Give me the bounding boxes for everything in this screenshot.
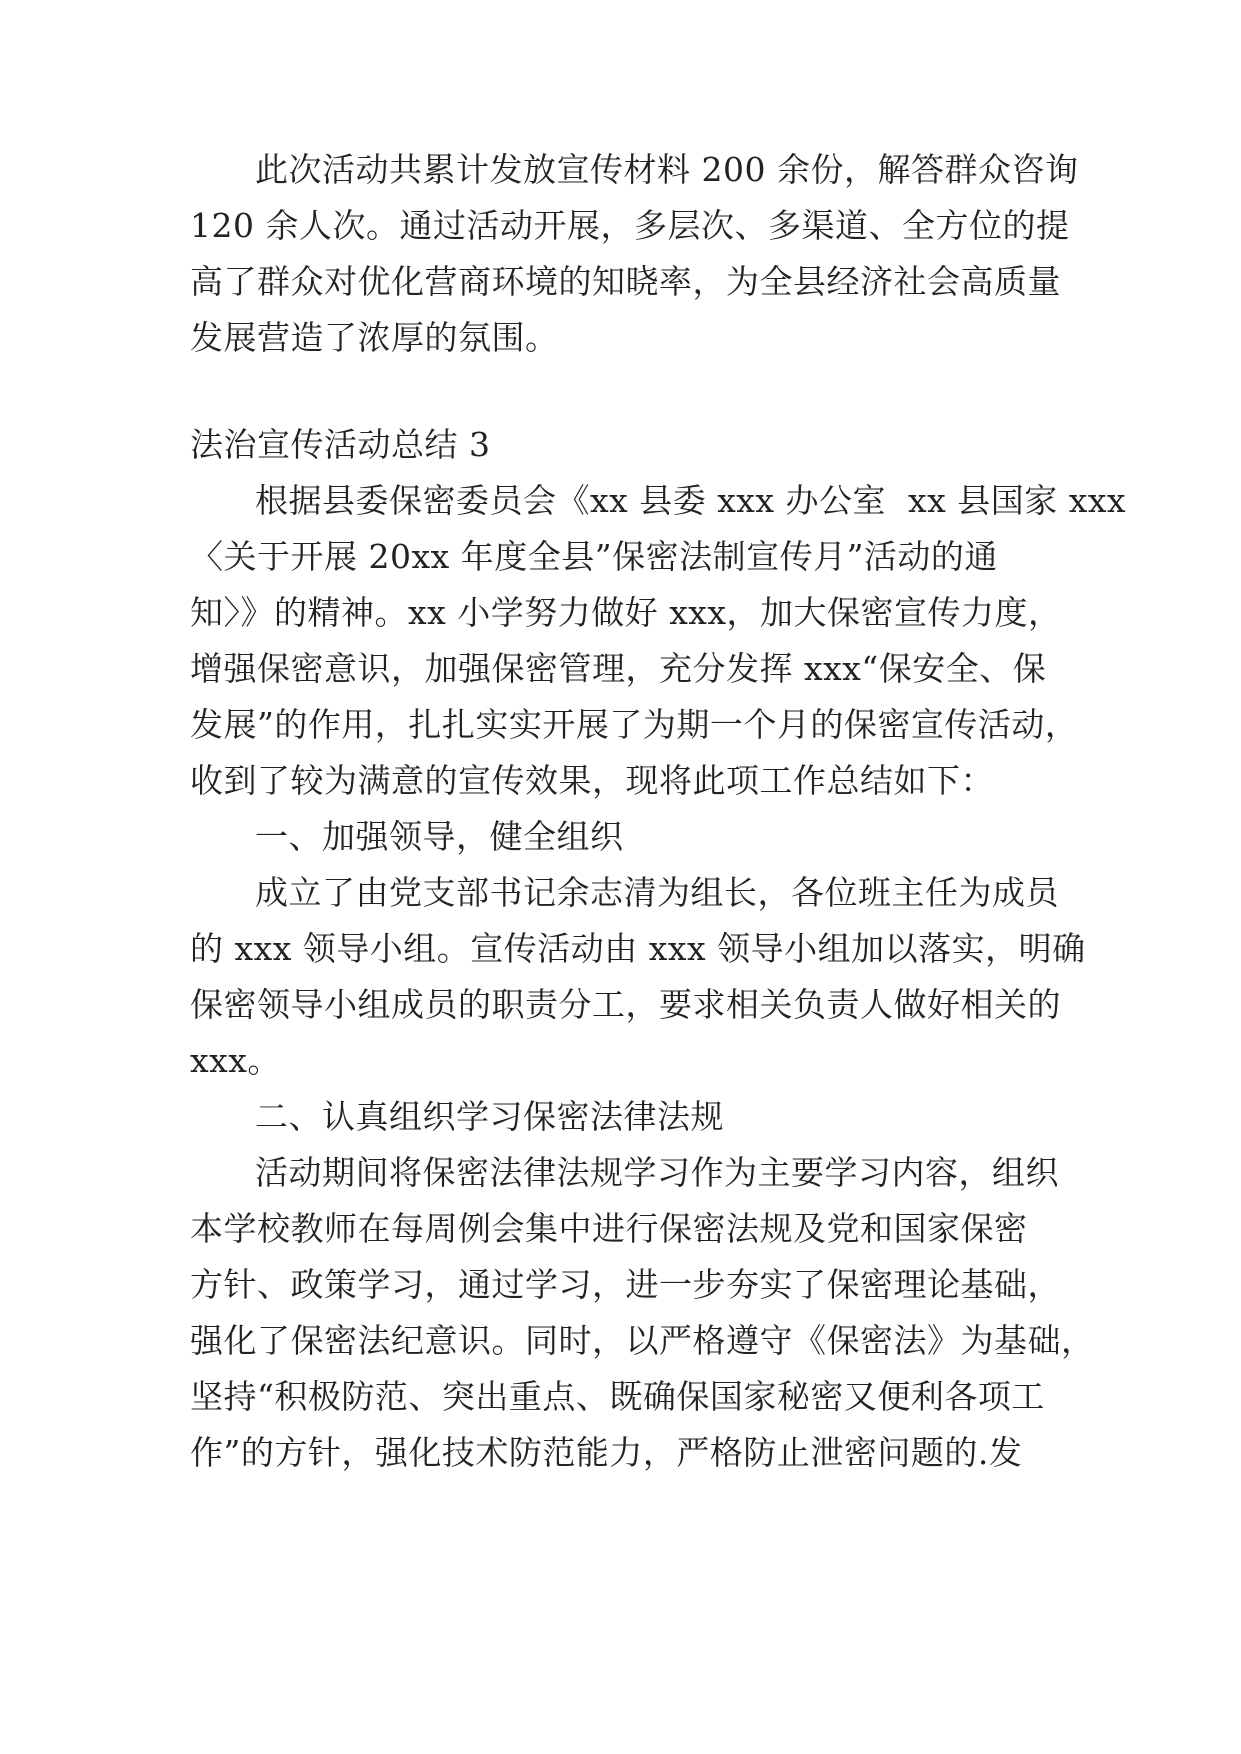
paragraph-2-line-1: 根据县委保密委员会《xx 县委 xxx 办公室 xx 县国家 xxx	[255, 481, 1127, 520]
section-heading: 法治宣传活动总结 3	[190, 425, 491, 464]
paragraph-2-line-3: 知〉》的精神。xx 小学努力做好 xxx，加大保密宣传力度，	[190, 593, 1062, 632]
paragraph-3-line-2: 的 xxx 领导小组。宣传活动由 xxx 领导小组加以落实，明确	[190, 929, 1086, 968]
paragraph-2-line-4: 增强保密意识，加强保密管理，充分发挥 xxx“保安全、保	[190, 649, 1047, 688]
paragraph-2-line-6: 收到了较为满意的宣传效果，现将此项工作总结如下：	[190, 761, 994, 800]
paragraph-4-line-5: 坚持“积极防范、突出重点、既确保国家秘密又便利各项工	[190, 1377, 1045, 1416]
section-1-title: 一、加强领导，健全组织	[255, 817, 624, 856]
paragraph-1-line-1: 此次活动共累计发放宣传材料 200 余份，解答群众咨询	[255, 150, 1079, 189]
paragraph-4-line-4: 强化了保密法纪意识。同时，以严格遵守《保密法》为基础，	[190, 1321, 1095, 1360]
paragraph-3-line-1: 成立了由党支部书记余志清为组长，各位班主任为成员	[255, 873, 1059, 912]
paragraph-4-line-6: 作”的方针，强化技术防范能力，严格防止泄密问题的.发	[190, 1433, 1023, 1472]
paragraph-3-line-3: 保密领导小组成员的职责分工，要求相关负责人做好相关的	[190, 985, 1061, 1024]
paragraph-4-line-3: 方针、政策学习，通过学习，进一步夯实了保密理论基础，	[190, 1265, 1061, 1304]
paragraph-2-line-5: 发展”的作用，扎扎实实开展了为期一个月的保密宣传活动，	[190, 705, 1079, 744]
paragraph-2-line-2: 〈关于开展 20xx 年度全县”保密法制宣传月”活动的通	[190, 537, 998, 576]
paragraph-1-line-4: 发展营造了浓厚的氛围。	[190, 318, 559, 357]
paragraph-1-line-2: 120 余人次。通过活动开展，多层次、多渠道、全方位的提	[190, 206, 1070, 245]
paragraph-3-line-4: xxx。	[190, 1041, 281, 1080]
paragraph-1-line-3: 高了群众对优化营商环境的知晓率，为全县经济社会高质量	[190, 262, 1061, 301]
paragraph-4-line-2: 本学校教师在每周例会集中进行保密法规及党和国家保密	[190, 1209, 1028, 1248]
section-2-title: 二、认真组织学习保密法律法规	[255, 1097, 724, 1136]
paragraph-4-line-1: 活动期间将保密法律法规学习作为主要学习内容，组织	[255, 1153, 1059, 1192]
